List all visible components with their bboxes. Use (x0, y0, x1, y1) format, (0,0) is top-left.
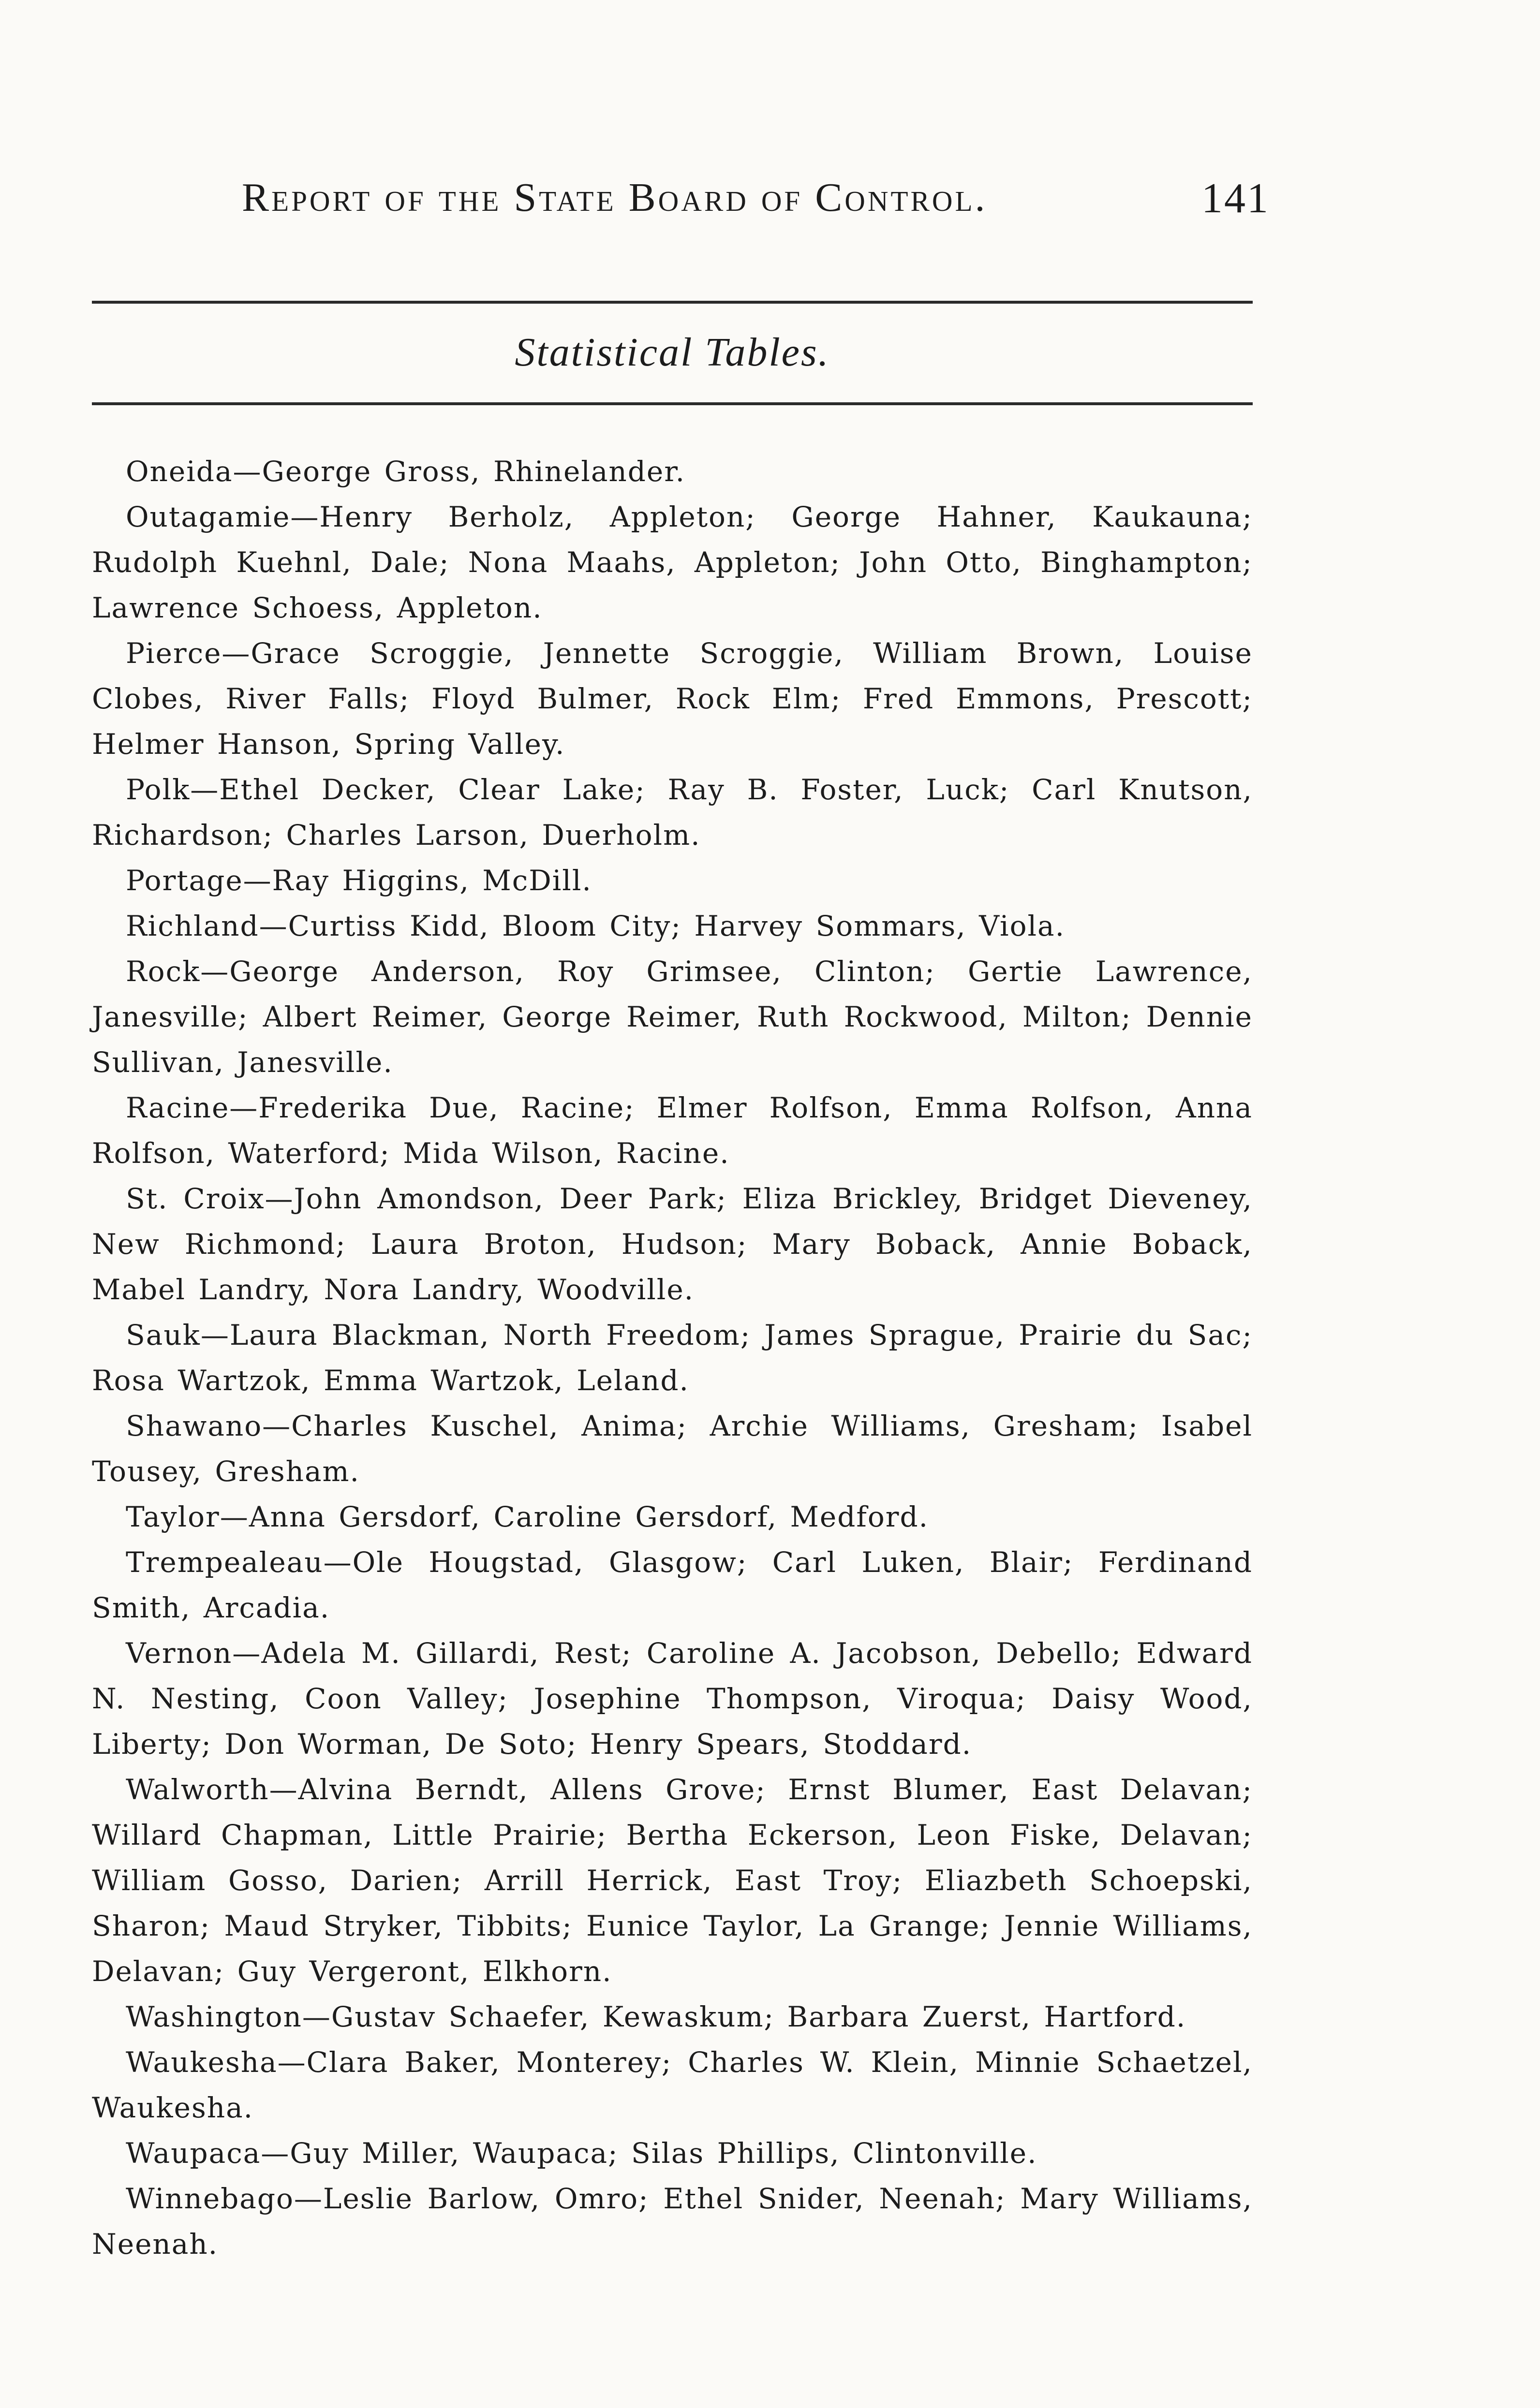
county-entry-oneida: Oneida—George Gross, Rhinelander. (126, 455, 686, 488)
bottom-rule (92, 402, 1253, 405)
page-number: 141 (1201, 175, 1270, 222)
county-entry-shawano: Shawano—Charles Kuschel, Anima; Archie Williams, Gresham; Isabel Tousey, Gresham. (92, 1410, 1253, 1488)
county-entry-trempealeau: Trempealeau—Ole Hougstad, Glasgow; Carl Luken, Blair; Ferdinand Smith, Arcadia. (92, 1546, 1253, 1624)
county-entry-waupaca: Waupaca—Guy Miller, Waupaca; Silas Phillips, Clintonville. (126, 2137, 1037, 2170)
county-entry-winnebago: Winnebago—Leslie Barlow, Omro; Ethel Snider, Neenah; Mary Williams, Neenah. (92, 2182, 1253, 2261)
top-rule (92, 301, 1253, 304)
county-entry-richland: Richland—Curtiss Kidd, Bloom City; Harvey Sommars, Viola. (126, 910, 1066, 942)
running-head (92, 174, 1270, 227)
running-title: Report of the State Board of Control. (242, 175, 988, 220)
county-entry-waukesha: Waukesha—Clara Baker, Monterey; Charles W. Klein, Minnie Schaetzel, Waukesha. (92, 2046, 1253, 2124)
county-entry-racine: Racine—Frederika Due, Racine; Elmer Rolfson, Emma Rolfson, Anna Rolfson, Waterford; Mida Wilson, Racine. (92, 1091, 1253, 1170)
county-entries (92, 449, 1253, 2267)
county-entry-taylor: Taylor—Anna Gersdorf, Caroline Gersdorf, Medford. (126, 1500, 929, 1533)
section-title: Statistical Tables. (515, 330, 830, 375)
county-entry-portage: Portage—Ray Higgins, McDill. (126, 864, 592, 897)
county-entry-pierce: Pierce—Grace Scroggie, Jennette Scroggie, William Brown, Louise Clobes, River Falls; Floyd Bulmer, Rock Elm; Fred Emmons, Prescott; Helmer Hanson, Spring Valley. (92, 637, 1253, 761)
county-entry-walworth: Walworth—Alvina Berndt, Allens Grove; Ernst Blumer, East Delavan; Willard Chapman, Little Prairie; Bertha Eckerson, Leon Fiske, Delavan; William Gosso, Darien; Arrill Herrick, East Troy; Eliazbeth Schoepski, Sharon; Maud Stryker, Tibbits; Eunice Taylor, La Grange; Jennie Williams, Delavan; Guy Vergeront, Elkhorn. (92, 1773, 1253, 1988)
county-entry-polk: Polk—Ethel Decker, Clear Lake; Ray B. Foster, Luck; Carl Knutson, Richardson; Charles Larson, Duerholm. (92, 773, 1253, 852)
county-entry-washington: Washington—Gustav Schaefer, Kewaskum; Barbara Zuerst, Hartford. (126, 2000, 1186, 2033)
county-entry-sauk: Sauk—Laura Blackman, North Freedom; James Sprague, Prairie du Sac; Rosa Wartzok, Emma Wartzok, Leland. (92, 1319, 1253, 1397)
county-entry-st-croix: St. Croix—John Amondson, Deer Park; Eliza Brickley, Bridget Dieveney, New Richmond; Laura Broton, Hudson; Mary Boback, Annie Boback, Mabel Landry, Nora Landry, Woodville. (92, 1182, 1253, 1306)
county-entry-vernon: Vernon—Adela M. Gillardi, Rest; Caroline A. Jacobson, Debello; Edward N. Nesting, Coon Valley; Josephine Thompson, Viroqua; Daisy Wood, Liberty; Don Worman, De Soto; Henry Spears, Stoddard. (92, 1637, 1253, 1761)
county-entry-outagamie: Outagamie—Henry Berholz, Appleton; George Hahner, Kaukauna; Rudolph Kuehnl, Dale; Nona Maahs, Appleton; John Otto, Binghampton; Lawrence Schoess, Appleton. (92, 500, 1253, 624)
county-entry-rock: Rock—George Anderson, Roy Grimsee, Clinton; Gertie Lawrence, Janesville; Albert Reimer, George Reimer, Ruth Rockwood, Milton; Dennie Sullivan, Janesville. (92, 955, 1253, 1079)
